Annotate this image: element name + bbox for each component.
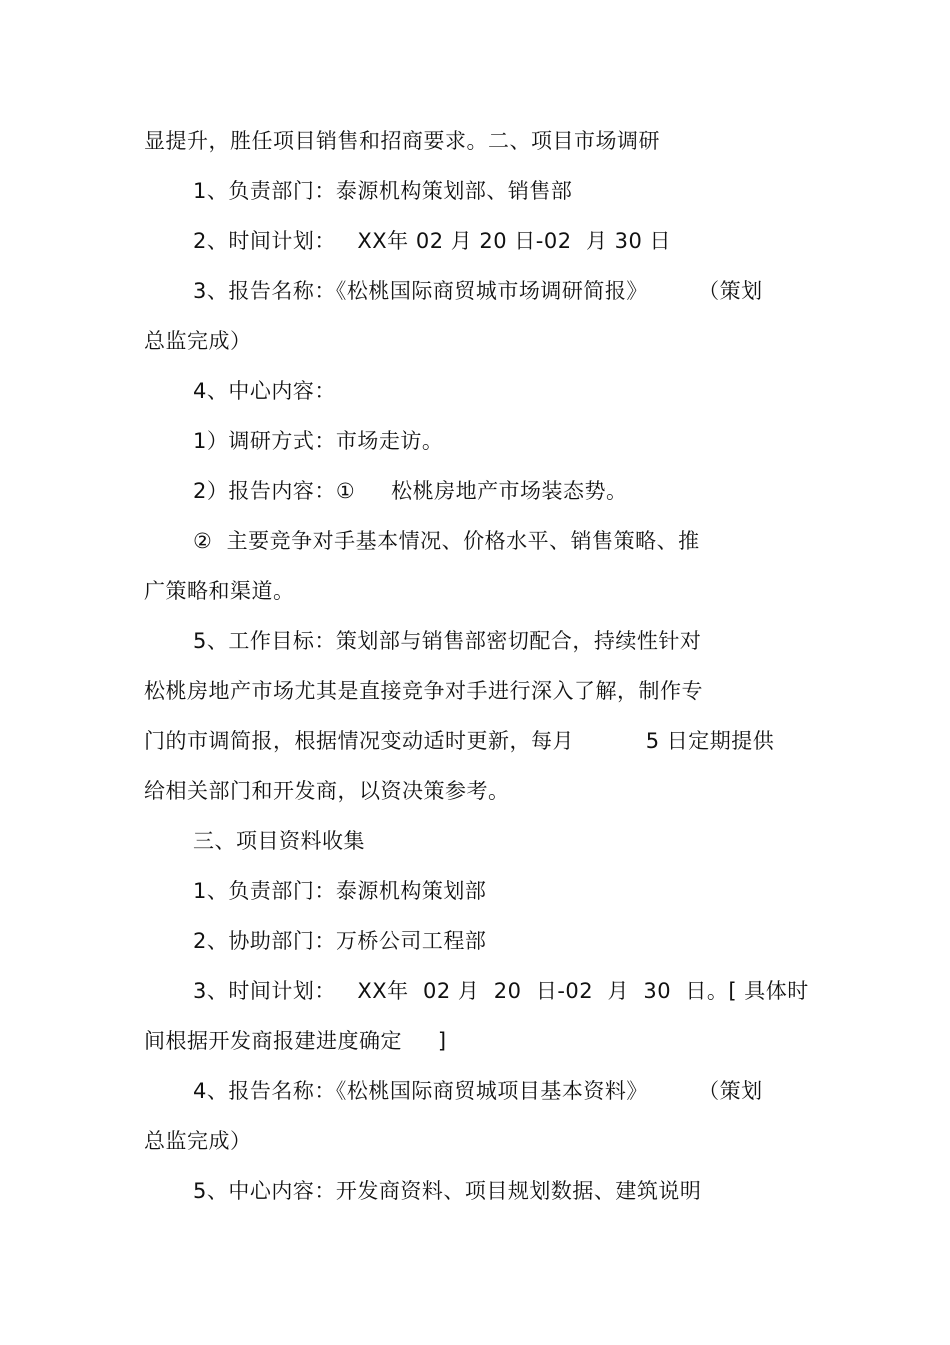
text-line: 1）调研方式：市场走访。: [193, 429, 444, 453]
text-line: 4、中心内容：: [193, 379, 336, 403]
text-line: 3、时间计划： XX年 02 月 20 日-02 月 30 日。[ 具体时: [193, 979, 809, 1003]
text-line: 3、报告名称：《松桃国际商贸城市场调研简报》 （策划: [193, 279, 763, 303]
text-line: 2、时间计划： XX年 02 月 20 日-02 月 30 日: [193, 229, 672, 253]
text-line: 总监完成）: [144, 329, 252, 353]
text-line: 4、报告名称：《松桃国际商贸城项目基本资料》 （策划: [193, 1079, 763, 1103]
text-line: 给相关部门和开发商，以资决策参考。: [144, 779, 510, 803]
text-line: 2）报告内容：① 松桃房地产市场装态势。: [193, 479, 628, 503]
section-heading: 三、项目资料收集: [193, 829, 365, 853]
text-line: 总监完成）: [144, 1129, 252, 1153]
text-line: 5、工作目标：策划部与销售部密切配合，持续性针对: [193, 629, 702, 653]
text-line: 显提升，胜任项目销售和招商要求。二、项目市场调研: [144, 129, 660, 153]
text-line: 松桃房地产市场尤其是直接竞争对手进行深入了解，制作专: [144, 679, 703, 703]
text-line: 1、负责部门：泰源机构策划部、销售部: [193, 179, 573, 203]
text-line: 门的市调简报，根据情况变动适时更新，每月 5 日定期提供: [144, 729, 775, 753]
text-line: ② 主要竞争对手基本情况、价格水平、销售策略、推: [193, 529, 700, 553]
text-line: 5、中心内容：开发商资料、项目规划数据、建筑说明: [193, 1179, 702, 1203]
text-line: 广策略和渠道。: [144, 579, 295, 603]
text-line: 间根据开发商报建进度确定 ]: [144, 1029, 447, 1053]
text-line: 2、协助部门：万桥公司工程部: [193, 929, 487, 953]
text-line: 1、负责部门：泰源机构策划部: [193, 879, 487, 903]
